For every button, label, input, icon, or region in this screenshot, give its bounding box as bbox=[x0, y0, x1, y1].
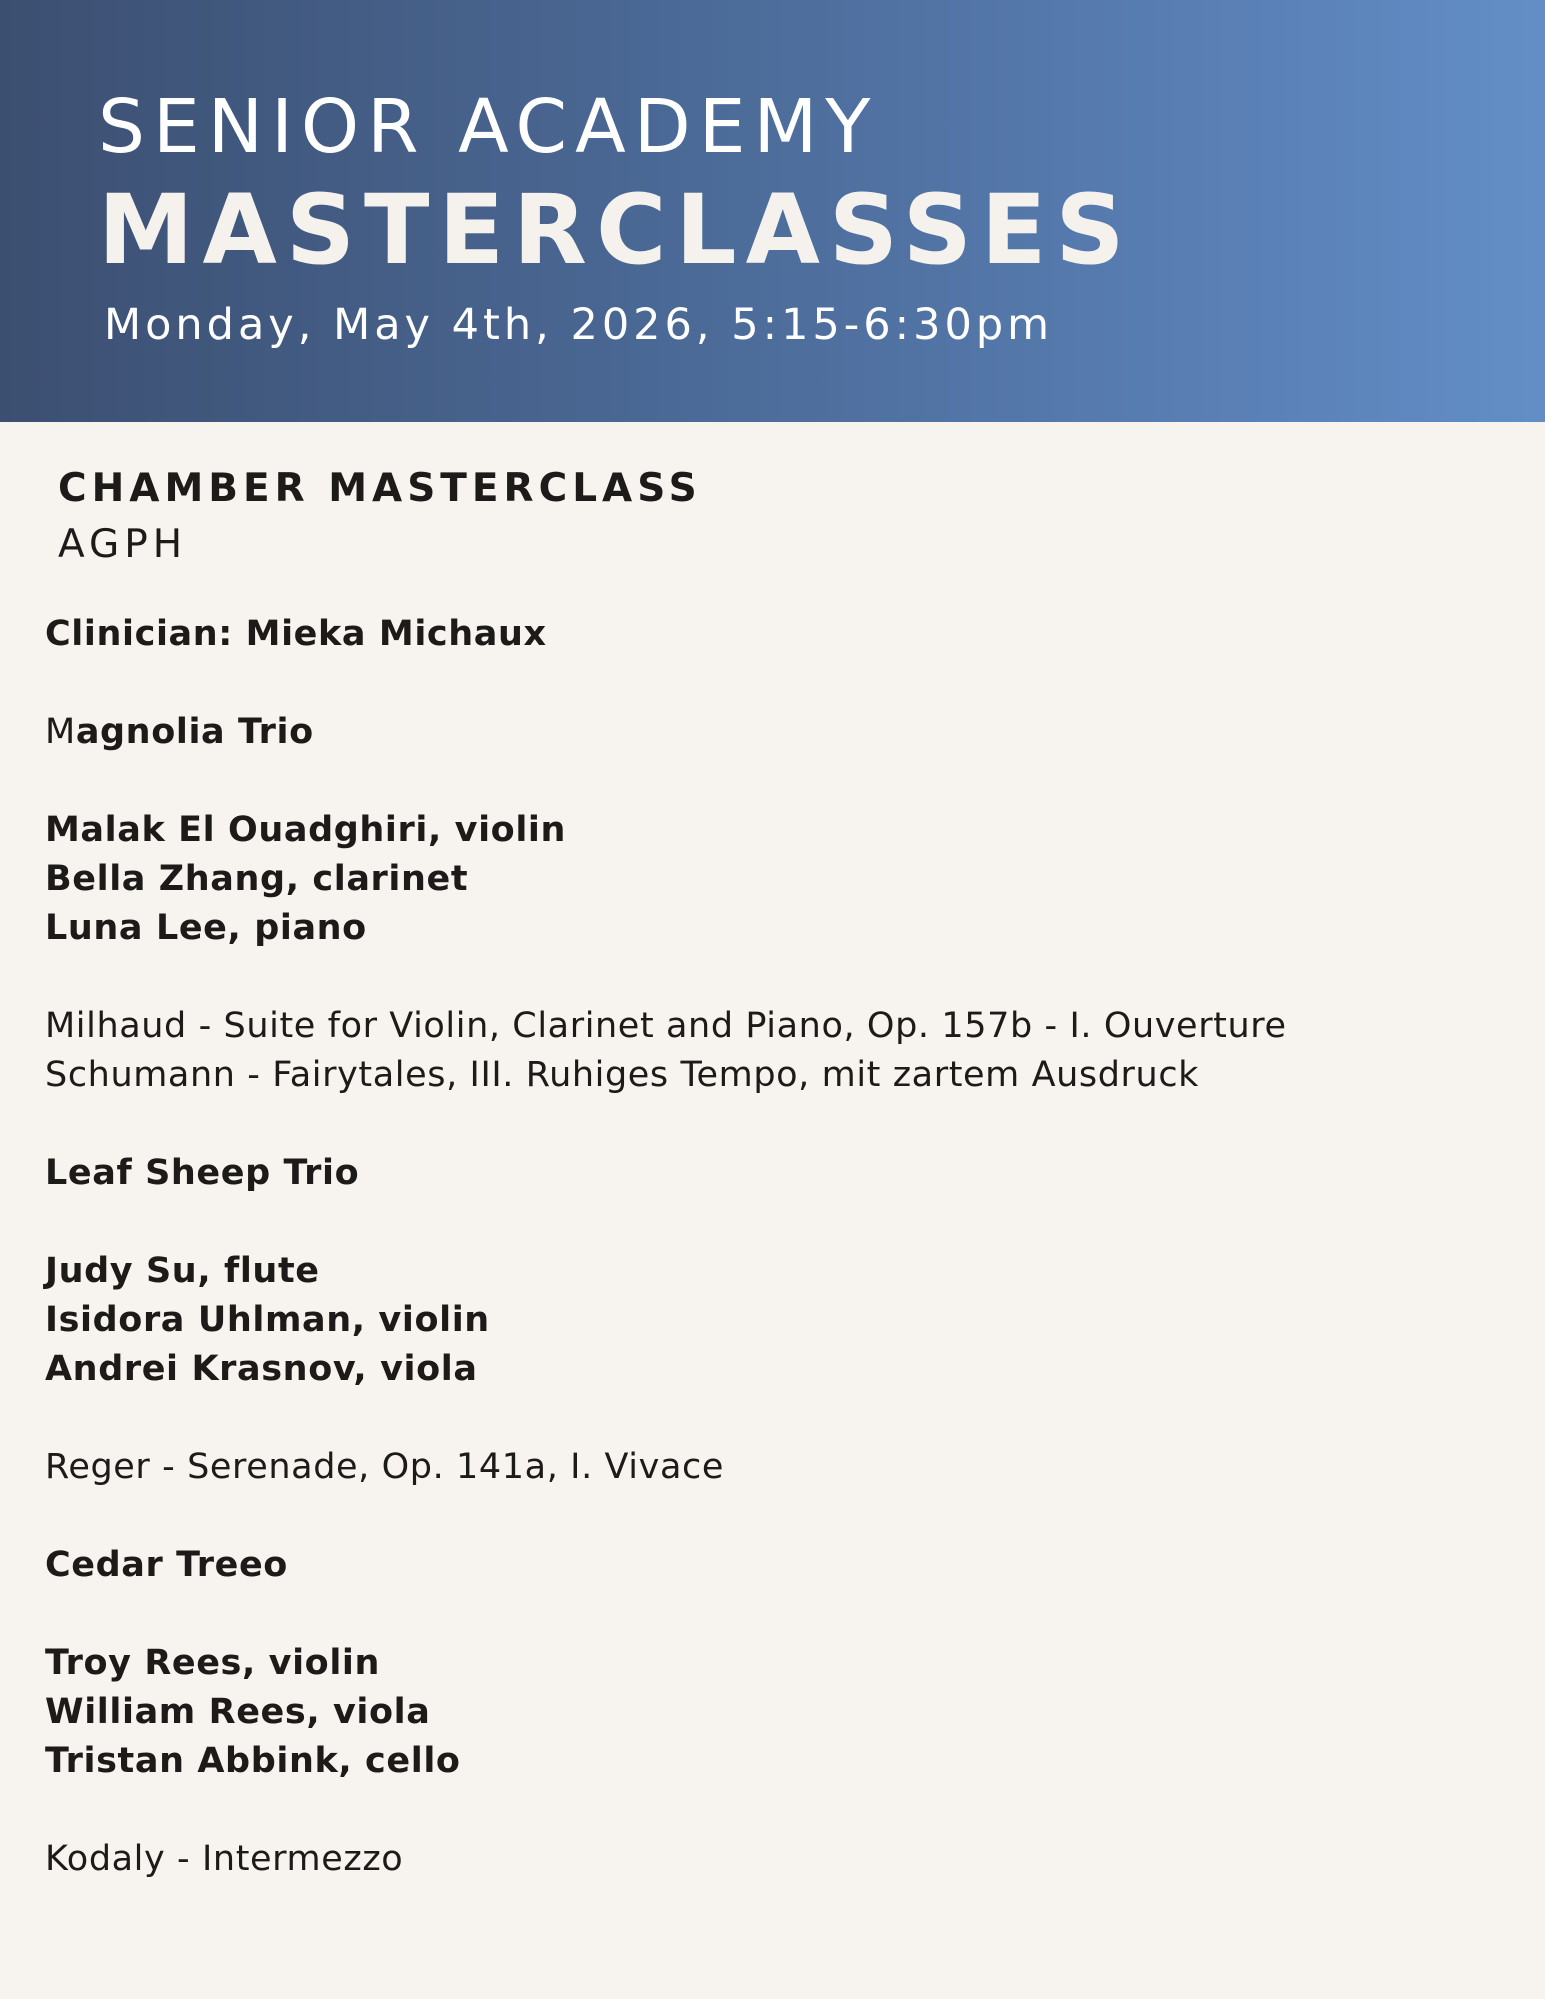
header-banner bbox=[0, 0, 1545, 422]
member: Malak El Ouadghiri, violin bbox=[45, 810, 567, 850]
repertoire-item: Kodaly - Intermezzo bbox=[45, 1839, 404, 1879]
section-venue: AGPH bbox=[58, 522, 188, 567]
ensemble-name: Cedar Treeo bbox=[45, 1545, 288, 1585]
member: Tristan Abbink, cello bbox=[45, 1741, 461, 1781]
header-eyebrow: SENIOR ACADEMY bbox=[98, 84, 879, 170]
member: Troy Rees, violin bbox=[45, 1643, 381, 1683]
member: Bella Zhang, clarinet bbox=[45, 859, 469, 899]
section-title: CHAMBER MASTERCLASS bbox=[58, 466, 702, 511]
repertoire-item: Schumann - Fairytales, III. Ruhiges Tempo, mit zartem Ausdruck bbox=[45, 1055, 1200, 1095]
ensemble-name-initial: M bbox=[45, 712, 76, 752]
page-title: MASTERCLASSES bbox=[98, 174, 1134, 286]
member: Judy Su, flute bbox=[45, 1251, 320, 1291]
event-date: Monday, May 4th, 2026, 5:15-6:30pm bbox=[104, 300, 1054, 350]
member: Andrei Krasnov, viola bbox=[45, 1349, 478, 1389]
member: Luna Lee, piano bbox=[45, 908, 367, 948]
repertoire-item: Reger - Serenade, Op. 141a, I. Vivace bbox=[45, 1447, 724, 1487]
ensemble-name: Leaf Sheep Trio bbox=[45, 1153, 360, 1193]
member: Isidora Uhlman, violin bbox=[45, 1300, 490, 1340]
ensemble-name bbox=[45, 708, 1505, 757]
clinician: Clinician: Mieka Michaux bbox=[45, 614, 547, 654]
member: William Rees, viola bbox=[45, 1692, 431, 1732]
program-content bbox=[45, 610, 1505, 1884]
repertoire-item: Milhaud - Suite for Violin, Clarinet and Piano, Op. 157b - I. Ouverture bbox=[45, 1006, 1287, 1046]
ensemble-name-rest: agnolia Trio bbox=[75, 712, 314, 752]
